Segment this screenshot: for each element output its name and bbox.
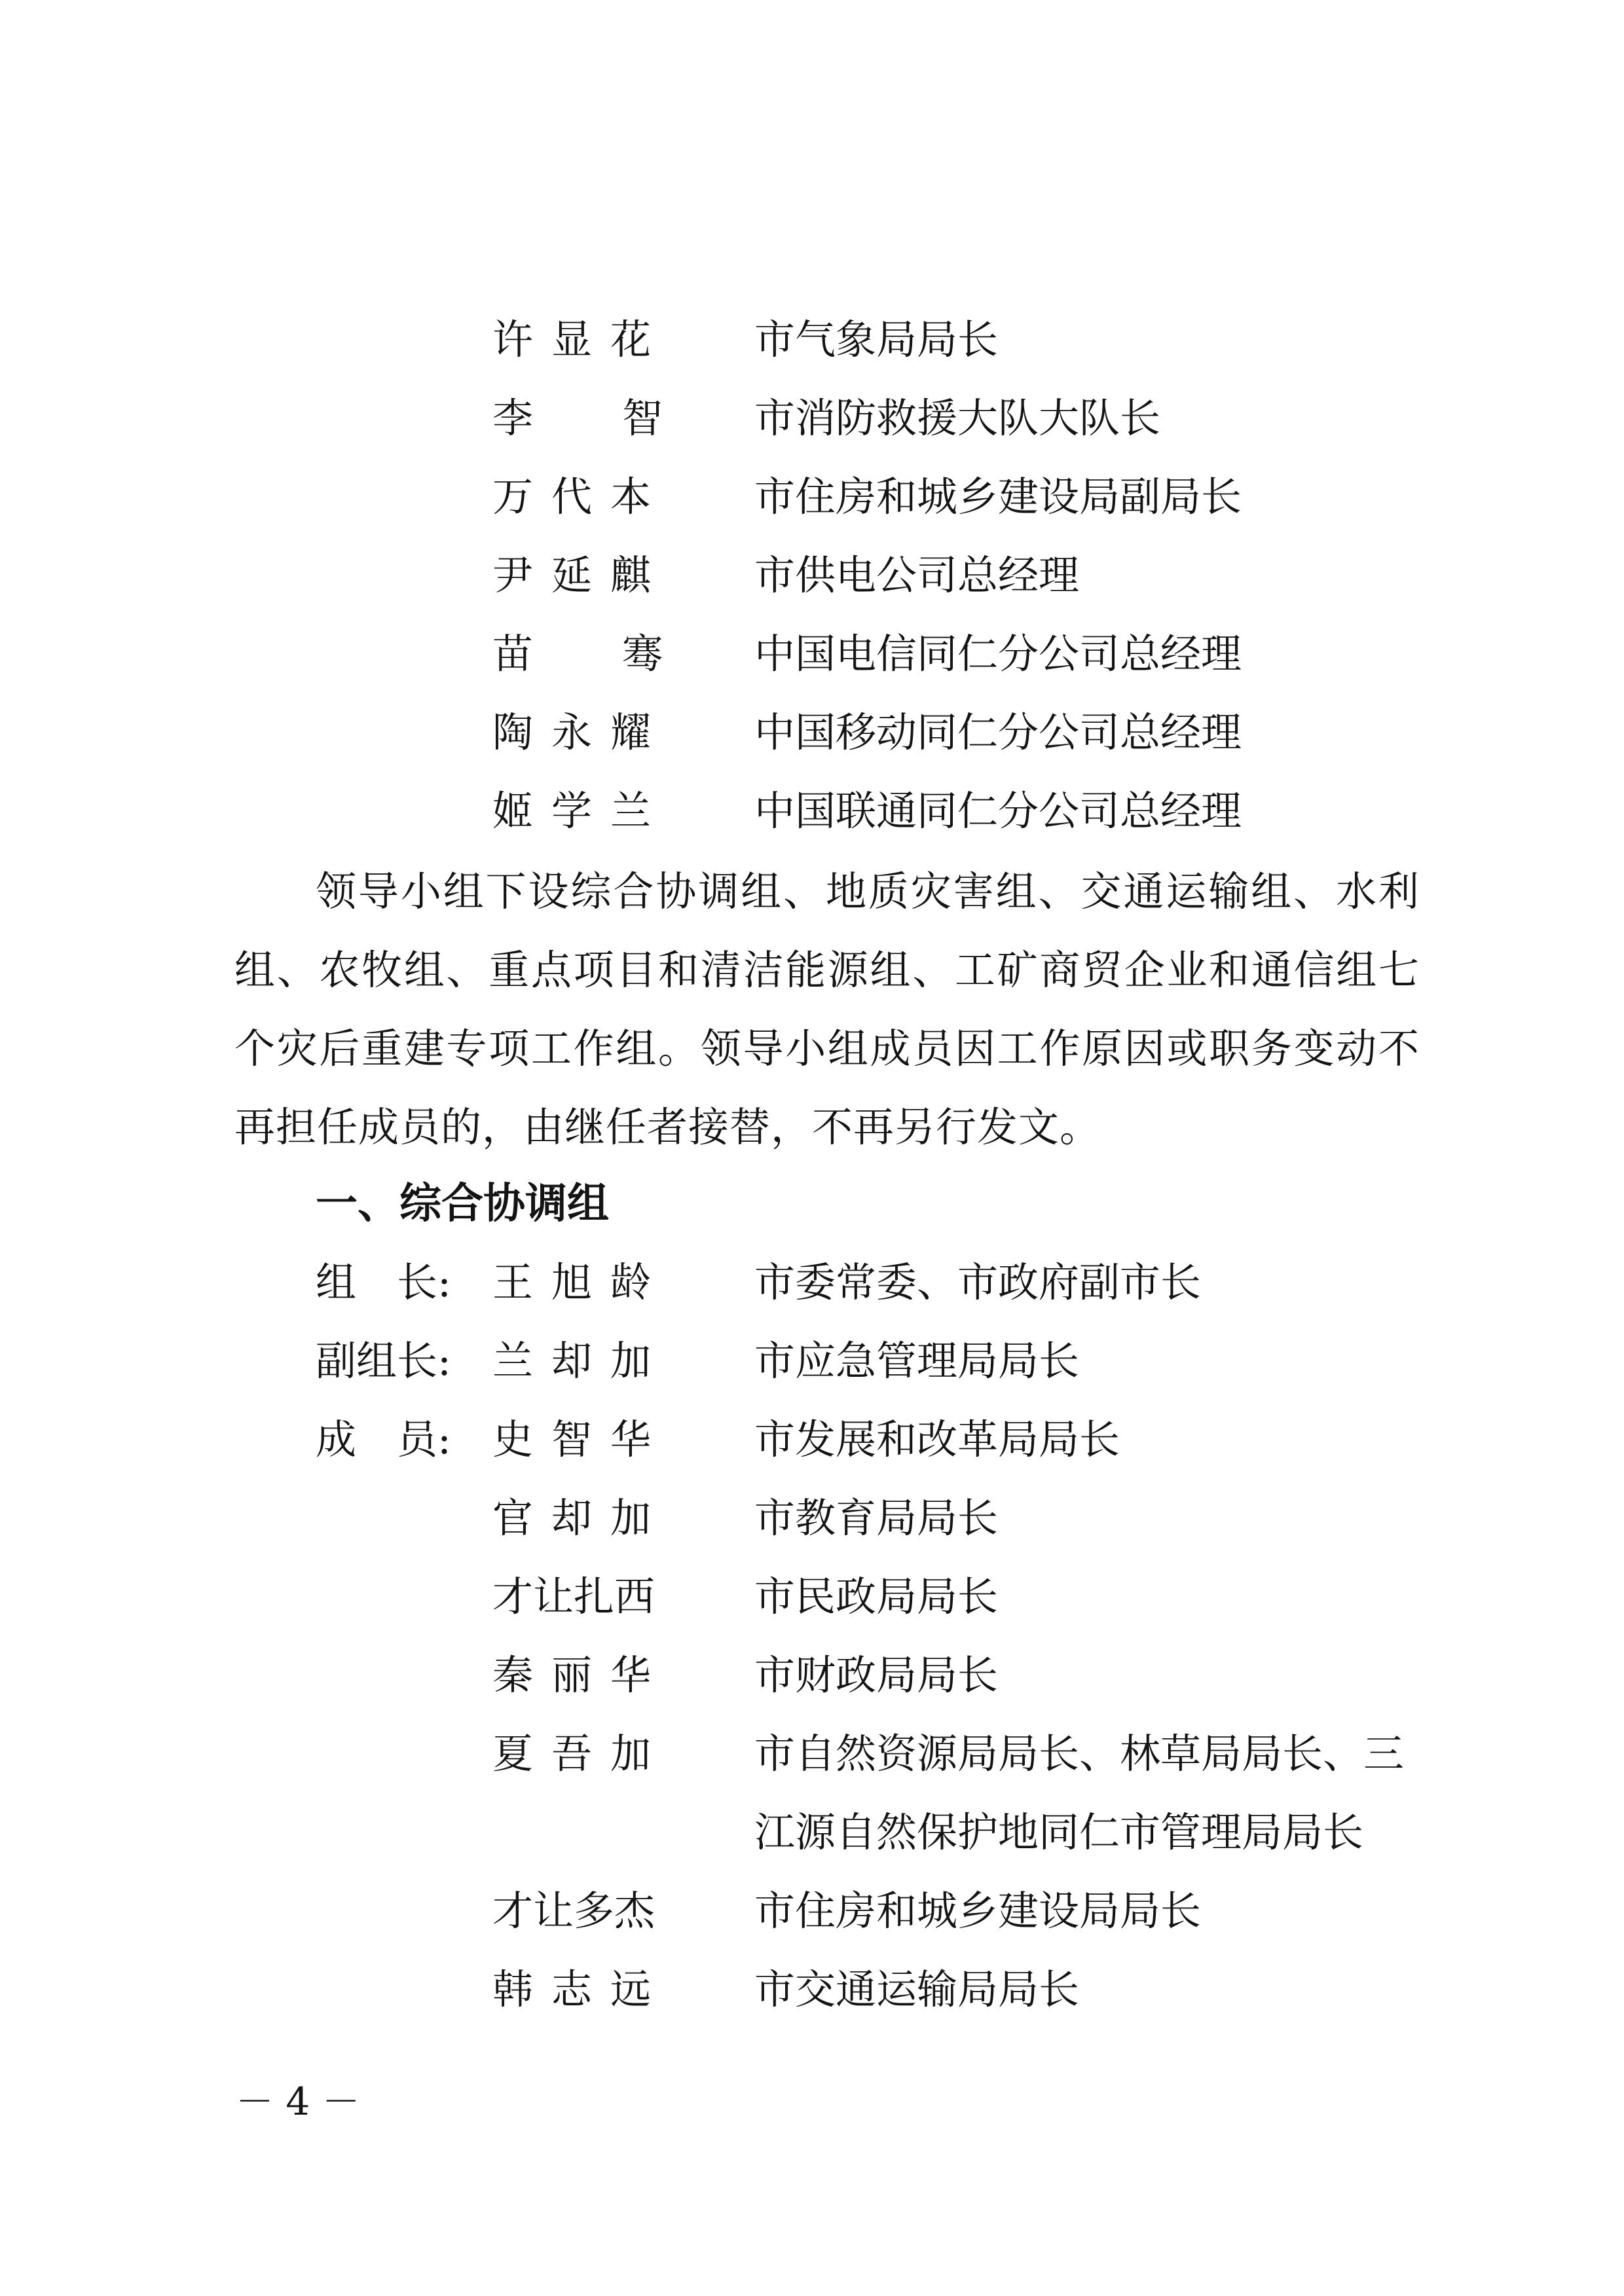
member-row — [0, 310, 1624, 369]
group-row — [0, 1489, 1624, 1548]
body-paragraph: 领导小组下设综合协调组、地质灾害组、交通运输组、水利组、农牧组、重点项目和清洁能源组、工矿商贸企业和通信组七个灾后重建专项工作组。领导小组成员因工作原因或职务变动不再担任成员的，由继任者接替，不再另行发文。 — [234, 867, 1420, 1151]
member-duty: 市委常委、市政府副市长 — [754, 1258, 1202, 1306]
member-duty: 市财政局局长 — [754, 1651, 999, 1699]
member-duty: 市供电公司总经理 — [754, 551, 1080, 599]
group-row — [0, 1332, 1624, 1391]
page-number: － 4 － — [236, 2079, 360, 2124]
member-name: 尹延麒 — [492, 551, 670, 599]
member-duty: 中国电信同仁分公司总经理 — [754, 630, 1242, 678]
member-name: 才让多杰 — [492, 1887, 655, 1935]
member-row — [0, 782, 1624, 841]
member-name: 夏吾加 — [492, 1730, 670, 1777]
member-duty: 市应急管理局局长 — [754, 1337, 1080, 1385]
member-name: 陶永耀 — [492, 708, 670, 756]
member-duty: 中国联通同仁分公司总经理 — [754, 787, 1242, 835]
member-name: 苗骞 — [492, 630, 752, 678]
member-duty: 市住房和城乡建设局副局长 — [754, 473, 1242, 520]
member-name: 秦丽华 — [492, 1651, 670, 1699]
member-name: 姬学兰 — [492, 787, 670, 835]
member-duty: 市交通运输局局长 — [754, 1965, 1080, 2013]
group-row — [0, 1410, 1624, 1469]
member-name: 史智华 — [492, 1415, 670, 1463]
member-duty: 市消防救援大队大队长 — [754, 394, 1161, 442]
role-label: 组 长: — [316, 1258, 451, 1306]
group-row — [0, 1646, 1624, 1705]
member-name: 官却加 — [492, 1494, 670, 1542]
member-row — [0, 703, 1624, 762]
member-name: 李智 — [492, 394, 752, 442]
member-duty: 中国移动同仁分公司总经理 — [754, 708, 1242, 756]
member-row — [0, 546, 1624, 605]
group-row — [0, 1253, 1624, 1312]
section-heading: 一、综合协调组 — [316, 1180, 609, 1228]
member-name: 王旭龄 — [492, 1258, 670, 1306]
member-row — [0, 389, 1624, 448]
member-name: 兰却加 — [492, 1337, 670, 1385]
member-duty: 市住房和城乡建设局局长 — [754, 1887, 1202, 1935]
member-duty: 市气象局局长 — [754, 316, 999, 363]
member-duty: 市民政局局长 — [754, 1573, 999, 1620]
member-name: 许显花 — [492, 316, 670, 363]
member-name: 韩志远 — [492, 1965, 670, 2013]
member-duty: 市发展和改革局局长 — [754, 1415, 1120, 1463]
member-row — [0, 625, 1624, 683]
group-row — [0, 1724, 1624, 1783]
member-duty: 江源自然保护地同仁市管理局局长 — [754, 1808, 1364, 1856]
member-duty: 市自然资源局局长、林草局局长、三 — [754, 1730, 1405, 1777]
role-label: 副组长: — [316, 1337, 451, 1385]
group-row — [0, 1882, 1624, 1941]
group-row — [0, 1960, 1624, 2019]
member-row — [0, 467, 1624, 526]
member-duty: 市教育局局长 — [754, 1494, 999, 1542]
member-name: 万代本 — [492, 473, 670, 520]
group-row-continuation — [0, 1803, 1624, 1862]
group-row — [0, 1567, 1624, 1626]
member-name: 才让扎西 — [492, 1573, 655, 1620]
role-label: 成 员: — [316, 1415, 451, 1463]
